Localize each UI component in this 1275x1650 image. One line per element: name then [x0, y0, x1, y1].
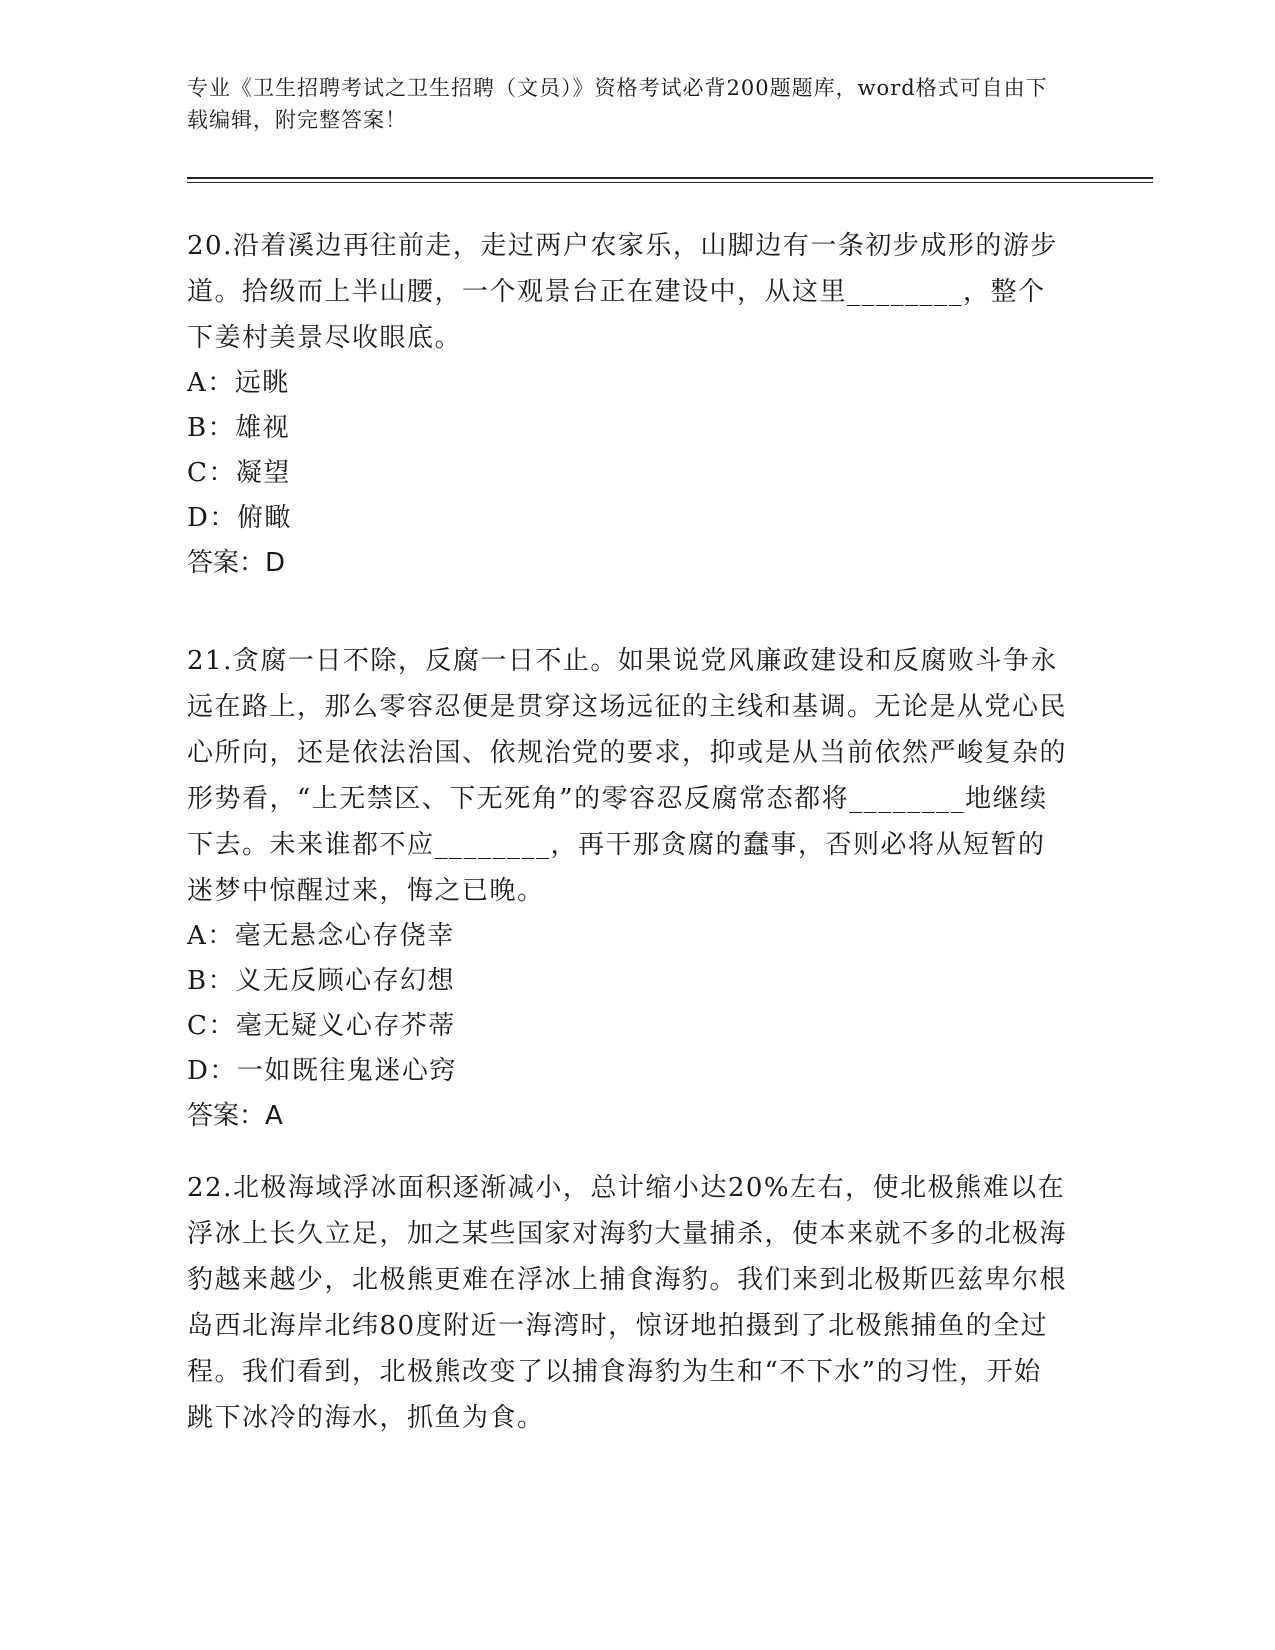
answer: 答案：D	[187, 548, 286, 578]
option-b: B：义无反顾心存幻想	[187, 966, 456, 996]
question-20	[187, 223, 1067, 586]
option-d: D：俯瞰	[187, 503, 292, 533]
option-c: C：毫无疑义心存芥蒂	[187, 1011, 456, 1041]
option-d: D：一如既往鬼迷心窍	[187, 1056, 457, 1086]
option-a: A：远眺	[187, 368, 290, 398]
document-header: 专业《卫生招聘考试之卫生招聘（文员）》资格考试必背200题题库，word格式可自由下载编辑，附完整答案！	[187, 76, 1048, 132]
question-text: 21.贪腐一日不除，反腐一日不止。如果说党风廉政建设和反腐败斗争永远在路上，那么零容忍便是贯穿这场远征的主线和基调。无论是从党心民心所向，还是依法治国、依规治党的要求，抑或是从当前依然严峻复杂的形势看，“上无禁区、下无死角”的零容忍反腐常态都将________地继续下去。未来谁都不应________，再干那贪腐的蠢事，否则必将从短暂的迷梦中惊醒过来，悔之已晚。	[187, 646, 1068, 906]
option-c: C：凝望	[187, 458, 291, 488]
question-22	[187, 1165, 1067, 1441]
question-text: 22.北极海域浮冰面积逐渐减小，总计缩小达20%左右，使北极熊难以在浮冰上长久立足，加之某些国家对海豹大量捕杀，使本来就不多的北极海豹越来越少，北极熊更难在浮冰上捕食海豹。我们来到北极斯匹兹卑尔根岛西北海岸北纬80度附近一海湾时，惊讶地拍摄到了北极熊捕鱼的全过程。我们看到，北极熊改变了以捕食海豹为生和“不下水”的习性，开始跳下冰冷的海水，抓鱼为食。	[187, 1173, 1068, 1433]
option-a: A：毫无悬念心存侥幸	[187, 921, 455, 951]
option-b: B：雄视	[187, 413, 291, 443]
header-divider	[187, 177, 1153, 179]
answer: 答案：A	[187, 1101, 283, 1131]
question-text: 20.沿着溪边再往前走，走过两户农家乐，山脚边有一条初步成形的游步道。拾级而上半山腰，一个观景台正在建设中，从这里________，整个下姜村美景尽收眼底。	[187, 231, 1058, 353]
question-21	[187, 638, 1067, 1139]
header-divider-thin	[187, 182, 1153, 183]
